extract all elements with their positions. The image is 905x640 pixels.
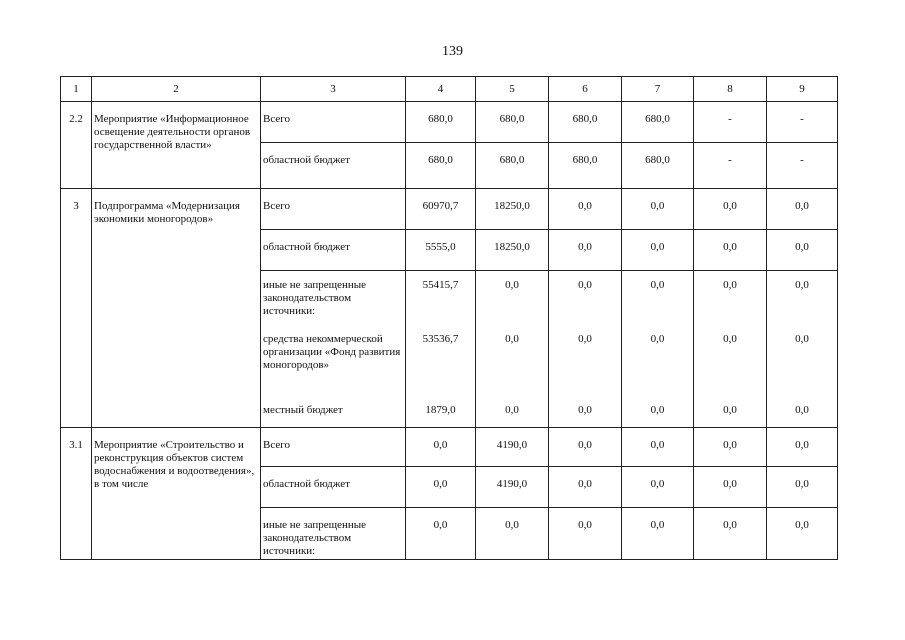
value-cell: 0,0 0,0 0,0 — [476, 271, 549, 428]
header-cell: 2 — [92, 77, 261, 102]
value-cell: 680,0 — [622, 102, 694, 143]
table-row — [61, 189, 838, 230]
funding-source: областной бюджет — [261, 143, 406, 189]
value-cell: 0,0 — [406, 428, 476, 467]
value-cell: 680,0 — [406, 102, 476, 143]
funding-source-local: местный бюджет — [263, 404, 343, 416]
value-cell: 0,0 — [549, 189, 622, 230]
value-cell: 0,0 — [622, 428, 694, 467]
row-number: 3.1 — [61, 428, 92, 560]
value-cell: 0,0 — [694, 508, 767, 560]
value-cell: 0,0 — [549, 428, 622, 467]
value-cell: 5555,0 — [406, 230, 476, 271]
header-cell: 4 — [406, 77, 476, 102]
value-cell: - — [767, 143, 838, 189]
value-cell: 0,0 — [549, 230, 622, 271]
row-name: Мероприятие «Информационное освещение деятельности органов государственной власти» — [92, 102, 261, 189]
value-cell: - — [694, 102, 767, 143]
value-cell: 0,0 — [694, 467, 767, 508]
value-cell: 0,0 — [694, 189, 767, 230]
value-cell: 680,0 — [622, 143, 694, 189]
value-cell: 0,0 — [406, 508, 476, 560]
value-cell: 0,0 — [622, 467, 694, 508]
row-number: 3 — [61, 189, 92, 428]
value-cell: 0,0 — [767, 508, 838, 560]
value-cell: 0,0 — [476, 508, 549, 560]
value-cell: 60970,7 — [406, 189, 476, 230]
header-cell: 5 — [476, 77, 549, 102]
page-number: 139 — [442, 44, 463, 59]
value-cell: - — [767, 102, 838, 143]
row-name: Мероприятие «Строительство и реконструкция объектов систем водоснабжения и водоотведения», в том числе — [92, 428, 261, 560]
value-cell: 680,0 — [476, 143, 549, 189]
value-cell: 0,0 0,0 0,0 — [694, 271, 767, 428]
table-header-row — [61, 77, 838, 102]
funding-source-fund: средства некоммерческой организации «Фонд развития моногородов» — [263, 333, 401, 371]
value-cell: 0,0 — [767, 467, 838, 508]
value-cell: 4190,0 — [476, 428, 549, 467]
value-cell: 0,0 — [694, 230, 767, 271]
value-cell: 0,0 — [694, 428, 767, 467]
funding-source: иные не запрещенные законодательством источники: — [261, 508, 406, 560]
header-cell: 1 — [61, 77, 92, 102]
header-cell: 9 — [767, 77, 838, 102]
value-cell: - — [694, 143, 767, 189]
budget-table — [60, 76, 838, 560]
funding-source: областной бюджет — [261, 230, 406, 271]
row-number: 2.2 — [61, 102, 92, 189]
value-cell: 0,0 0,0 0,0 — [767, 271, 838, 428]
funding-source: Всего — [261, 102, 406, 143]
value-cell: 0,0 0,0 0,0 — [549, 271, 622, 428]
funding-source: Всего — [261, 428, 406, 467]
value-cell: 680,0 — [549, 143, 622, 189]
value-cell: 0,0 — [622, 230, 694, 271]
funding-source — [261, 271, 406, 428]
value-cell: 0,0 — [767, 230, 838, 271]
row-name: Подпрограмма «Модернизация экономики моногородов» — [92, 189, 261, 428]
value-cell: 0,0 — [622, 189, 694, 230]
value-cell: 0,0 — [767, 189, 838, 230]
value-cell: 0,0 0,0 0,0 — [622, 271, 694, 428]
value-cell: 680,0 — [476, 102, 549, 143]
value-cell: 0,0 — [549, 508, 622, 560]
table-row — [61, 428, 838, 467]
value-cell: 680,0 — [549, 102, 622, 143]
value-cell: 18250,0 — [476, 189, 549, 230]
funding-source: Всего — [261, 189, 406, 230]
header-cell: 3 — [261, 77, 406, 102]
value-cell: 18250,0 — [476, 230, 549, 271]
table-row — [61, 102, 838, 143]
value-cell: 0,0 — [622, 508, 694, 560]
value-cell: 4190,0 — [476, 467, 549, 508]
value-cell: 680,0 — [406, 143, 476, 189]
funding-source-other: иные не запрещенные законодательством источники: — [263, 279, 367, 317]
header-cell: 6 — [549, 77, 622, 102]
value-cell: 0,0 — [767, 428, 838, 467]
header-cell: 8 — [694, 77, 767, 102]
value-cell: 0,0 — [406, 467, 476, 508]
header-cell: 7 — [622, 77, 694, 102]
value-cell: 0,0 — [549, 467, 622, 508]
funding-source: областной бюджет — [261, 467, 406, 508]
value-cell: 55415,7 53536,7 1879,0 — [406, 271, 476, 428]
